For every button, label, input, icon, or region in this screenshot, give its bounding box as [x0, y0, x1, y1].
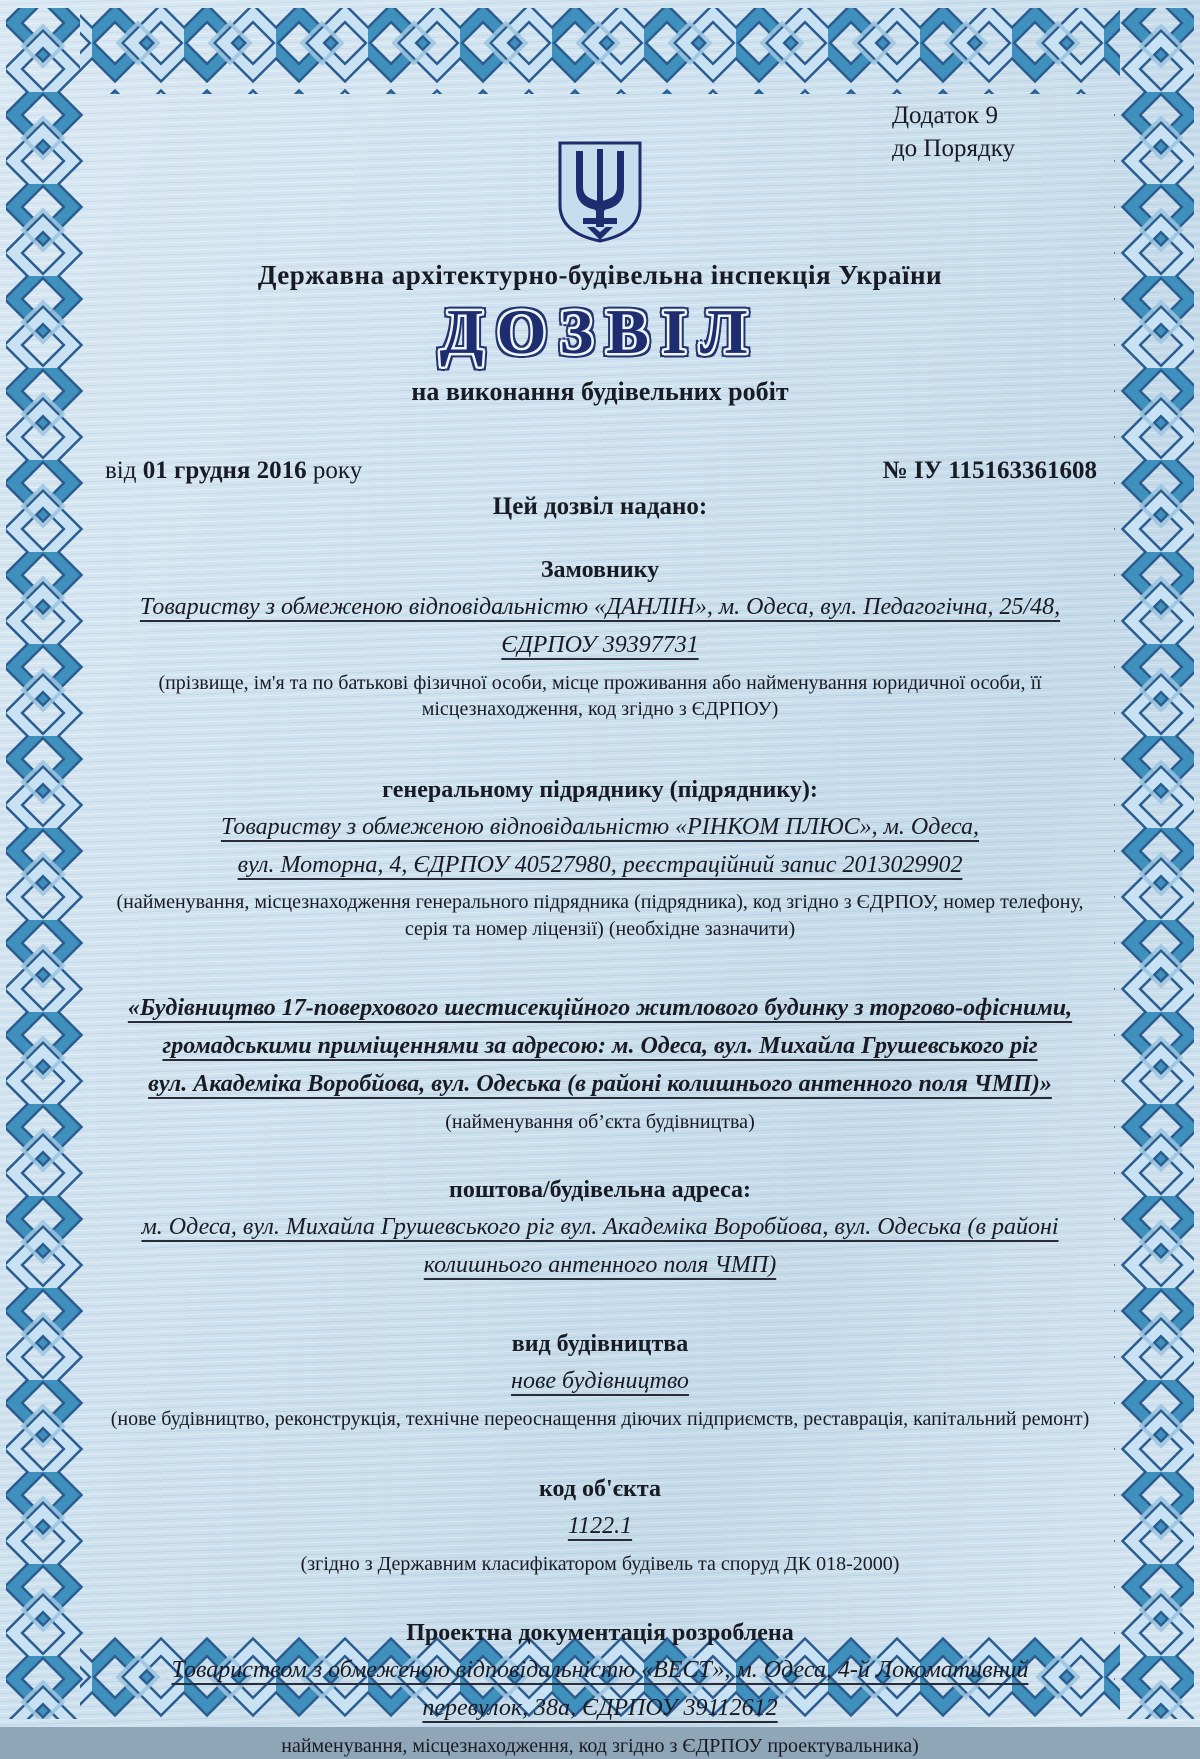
section-type-heading: вид будівництва	[511, 1331, 689, 1358]
document-subtitle: на виконання будівельних робіт	[411, 377, 789, 406]
section-address-heading: поштова/будівельна адреса:	[449, 1177, 751, 1204]
section-customer-value-line	[95, 627, 1105, 665]
section-contractor-note: (найменування, місцезнаходження генерального підрядника (підрядника), код згідно з ЄДРПОУ, номер телефону, серія та номер ліцензії) (необхідне зазначити)	[116, 891, 1084, 940]
section-type-note: (нове будівництво, реконструкція, технічне переоснащення діючих підприємств, реставрація, капітальний ремонт)	[110, 1408, 1090, 1431]
section-type-value-text: нове будівництво	[511, 1368, 689, 1395]
section-address-value-line	[95, 1209, 1105, 1247]
section-object-value-line	[95, 1066, 1105, 1104]
issue-date-suffix: року	[312, 457, 363, 484]
section-code-value-line	[95, 1508, 1105, 1546]
section-customer-value-line	[95, 589, 1105, 627]
section-type	[95, 1331, 1105, 1432]
section-customer-value-text: Товариству з обмеженою відповідальністю «ДАНЛІН», м. Одеса, вул. Педагогічна, 25/48,	[139, 594, 1061, 620]
agency-name: Державна архітектурно-будівельна інспекція України	[257, 260, 943, 290]
section-design-value-text: Товариством з обмеженою відповідальністю «ВЕСТ», м. Одеса, 4-й Локомативний	[171, 1656, 1029, 1683]
issue-date	[105, 457, 362, 485]
section-design-value-line	[95, 1652, 1105, 1690]
annex-line-2: до Порядку	[891, 134, 1015, 162]
section-code-value-text: 1122.1	[567, 1513, 633, 1540]
granted-heading: Цей дозвіл надано:	[492, 493, 708, 520]
section-contractor	[95, 777, 1105, 943]
issue-date-value: 01 грудня 2016	[142, 457, 307, 484]
section-type-value-line	[95, 1363, 1105, 1401]
section-object-value-line	[95, 1028, 1105, 1066]
section-code-note: (згідно з Державним класифікатором будівель та споруд ДК 018-2000)	[300, 1553, 900, 1576]
section-customer-heading: Замовнику	[540, 557, 660, 583]
section-object	[95, 990, 1105, 1135]
section-code-heading: код об'єкта	[539, 1476, 661, 1503]
annex-line-1: Додаток 9	[891, 102, 998, 129]
section-customer	[95, 557, 1105, 723]
section-contractor-value-text: Товариству з обмеженою відповідальністю «РІНКОМ ПЛЮС», м. Одеса,	[220, 813, 980, 840]
section-address	[95, 1177, 1105, 1285]
section-object-value-line	[95, 990, 1105, 1028]
issue-row	[95, 457, 1105, 485]
emblem-container	[95, 139, 1105, 250]
issue-date-prefix: від	[105, 457, 137, 484]
section-customer-note: (прізвище, ім'я та по батькові фізичної особи, місце проживання або найменування юридичної особи, її місцезнаходження, код згідно з ЄДРПОУ)	[158, 671, 1042, 721]
section-design-note: найменування, місцезнаходження, код згідно з ЄДРПОУ проектувальника)	[281, 1734, 919, 1757]
section-object-value-text: громадськими приміщеннями за адресою: м. Одеса, вул. Михайла Грушевського ріг	[162, 1033, 1038, 1060]
section-contractor-value-line	[95, 809, 1105, 847]
section-address-value-text: м. Одеса, вул. Михайла Грушевського ріг вул. Академіка Воробйова, вул. Одеська (в районі	[141, 1214, 1059, 1241]
section-address-value-line	[95, 1247, 1105, 1285]
section-contractor-value-text: вул. Моторна, 4, ЄДРПОУ 40527980, реєстраційний запис 2013029902	[237, 851, 963, 878]
trident-icon	[554, 139, 646, 245]
permit-number: № ІУ 115163361608	[882, 457, 1097, 484]
section-design-value-line	[95, 1690, 1105, 1728]
section-design-value-text: перевулок, 38а, ЄДРПОУ 39112612	[422, 1694, 778, 1721]
document-title: ДОЗВІЛ	[439, 296, 761, 367]
section-object-note: (найменування об’єкта будівництва)	[445, 1110, 755, 1133]
section-contractor-heading: генеральному підряднику (підряднику):	[382, 776, 818, 803]
section-design-heading: Проектна документація розроблена	[406, 1619, 794, 1646]
section-code	[95, 1476, 1105, 1577]
document-content	[95, 95, 1105, 1759]
section-object-value-text: вул. Академіка Воробйова, вул. Одеська (в районі колишнього антенного поля ЧМП)»	[148, 1071, 1052, 1097]
section-customer-value-text: ЄДРПОУ 39397731	[501, 631, 699, 658]
section-object-value-text: «Будівництво 17-поверхового шестисекційного житлового будинку з торгово-офісними,	[127, 995, 1073, 1022]
section-design	[95, 1620, 1105, 1759]
section-contractor-value-line	[95, 847, 1105, 885]
section-address-value-text: колишнього антенного поля ЧМП)	[423, 1252, 777, 1279]
sections	[95, 557, 1105, 1759]
